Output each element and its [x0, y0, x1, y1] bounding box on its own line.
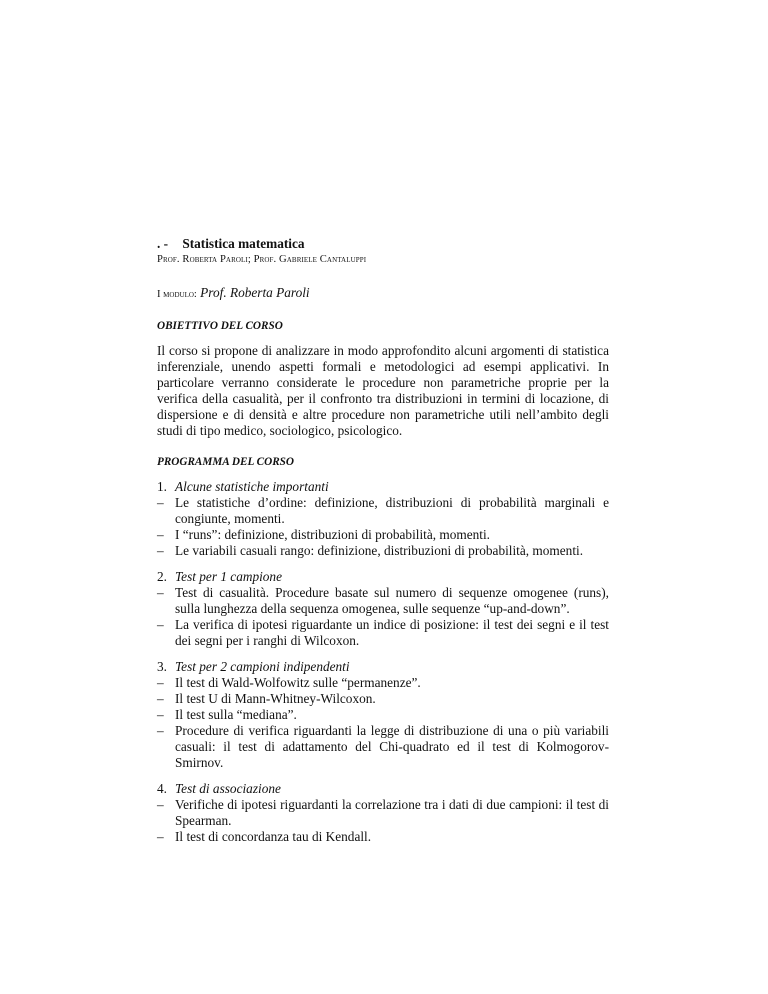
dash-bullet: – [157, 543, 164, 558]
item-number: 3. [157, 659, 167, 674]
list-item [157, 585, 609, 617]
list-item [157, 829, 609, 845]
item-number: 2. [157, 569, 167, 584]
dash-bullet: – [157, 495, 164, 510]
list-item-text: Verifiche di ipotesi riguardanti la correlazione tra i dati di due campioni: il test di Spearman. [175, 797, 609, 828]
list-item [157, 675, 609, 691]
list-item-text: Il test di Wald-Wolfowitz sulle “permanenze”. [175, 675, 421, 690]
module-line [157, 285, 609, 303]
list-item [157, 495, 609, 527]
list-item-text: Il test U di Mann-Whitney-Wilcoxon. [175, 691, 376, 706]
dash-bullet: – [157, 707, 164, 722]
dash-bullet: – [157, 585, 164, 600]
item-title-text: Test di associazione [175, 781, 281, 796]
program-item [157, 569, 609, 649]
list-item [157, 543, 609, 559]
list-item [157, 723, 609, 771]
dash-bullet: – [157, 691, 164, 706]
program-item [157, 659, 609, 771]
list-item [157, 797, 609, 829]
program-item-title [157, 781, 609, 797]
list-item-text: Le variabili casuali rango: definizione, distribuzioni di probabilità, momenti. [175, 543, 584, 558]
list-item [157, 617, 609, 649]
course-professors: Prof. Roberta Paroli; Prof. Gabriele Cantaluppi [157, 254, 367, 265]
program-list [157, 479, 609, 845]
program-item [157, 781, 609, 845]
list-item-text: Test di casualità. Procedure basate sul numero di sequenze omogenee (runs), sulla lunghezza della sequenza omogenea, sulle sequenze “up-and-down”. [175, 585, 609, 616]
document-body [157, 236, 609, 845]
list-item-text: I “runs”: definizione, distribuzioni di probabilità, momenti. [175, 527, 490, 542]
list-item [157, 707, 609, 723]
module-label: I modulo: [157, 289, 197, 300]
course-title [157, 236, 609, 252]
objective-paragraph: Il corso si propone di analizzare in modo approfondito alcuni argomenti di statistica inferenziale, unendo aspetti formali e metodologici ad esempi applicativi. In particolare verranno considerate le procedure non parametriche proprie per la verifica della casualità, per il confronto tra distribuzioni in termini di locazione, di dispersione e di densità e altre procedure non parametriche utili nell’ambito degli studi di tipo medico, sociologico, psicologico. [157, 343, 609, 438]
module-professor: Prof. Roberta Paroli [200, 285, 310, 300]
course-name: Statistica matematica [182, 236, 305, 251]
list-item-text: La verifica di ipotesi riguardante un indice di posizione: il test dei segni e il test dei segni per i ranghi di Wilcoxon. [175, 617, 609, 648]
program-item-title [157, 569, 609, 585]
dash-bullet: – [157, 797, 164, 812]
item-title-text: Test per 1 campione [175, 569, 282, 584]
dash-bullet: – [157, 617, 164, 632]
dash-bullet: – [157, 675, 164, 690]
program-item [157, 479, 609, 559]
item-title-text: Test per 2 campioni indipendenti [175, 659, 350, 674]
program-item-title [157, 479, 609, 495]
item-number: 1. [157, 479, 167, 494]
objective-heading: OBIETTIVO DEL CORSO [157, 320, 283, 332]
course-number: . - [157, 236, 169, 251]
list-item [157, 527, 609, 543]
dash-bullet: – [157, 829, 164, 844]
dash-bullet: – [157, 723, 164, 738]
item-number: 4. [157, 781, 167, 796]
list-item-text: Il test di concordanza tau di Kendall. [175, 829, 372, 844]
program-heading: PROGRAMMA DEL CORSO [157, 456, 294, 468]
list-item-text: Procedure di verifica riguardanti la legge di distribuzione di una o più variabili casuali: il test di adattamento del Chi-quadrato ed il test di Kolmogorov-Smirnov. [175, 723, 609, 770]
item-title-text: Alcune statistiche importanti [175, 479, 329, 494]
list-item-text: Le statistiche d’ordine: definizione, distribuzioni di probabilità marginali e congiunte, momenti. [175, 495, 609, 526]
dash-bullet: – [157, 527, 164, 542]
program-item-title [157, 659, 609, 675]
list-item-text: Il test sulla “mediana”. [175, 707, 297, 722]
list-item [157, 691, 609, 707]
